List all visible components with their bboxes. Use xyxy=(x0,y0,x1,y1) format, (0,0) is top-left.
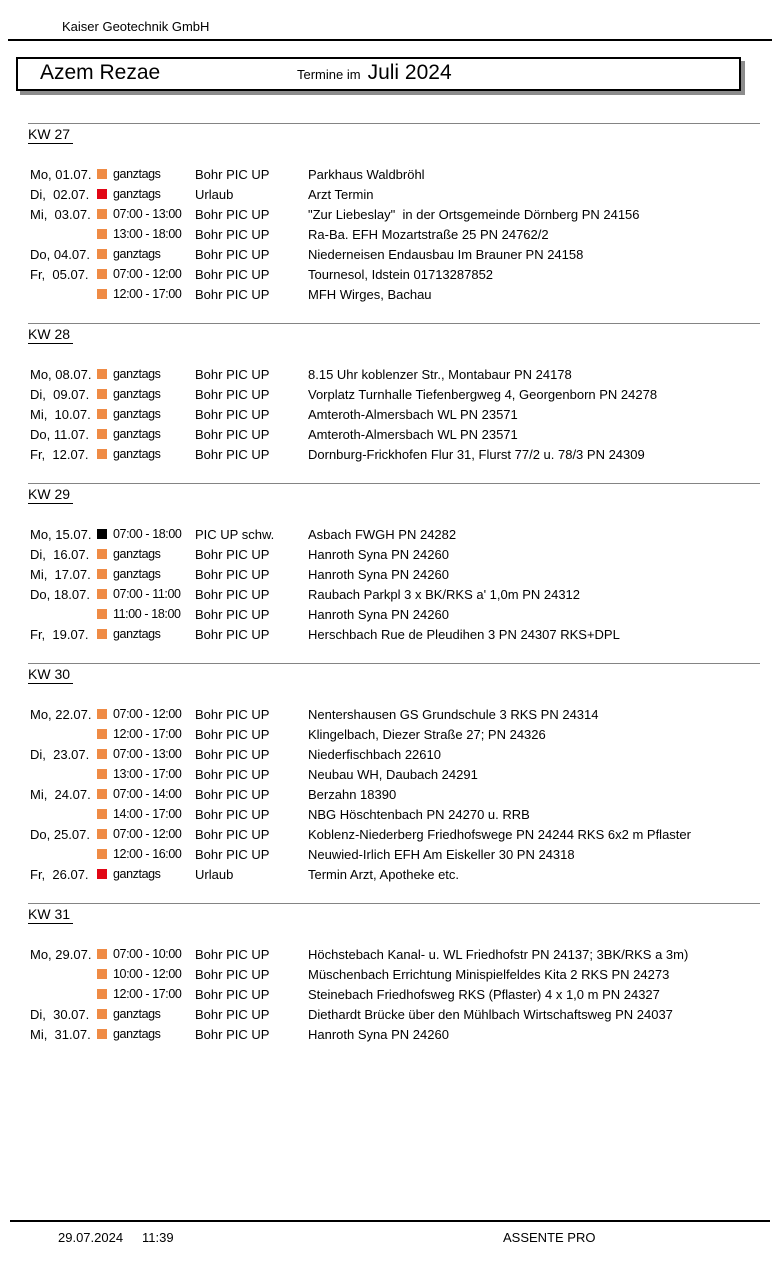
week-label: KW 30 xyxy=(28,666,73,684)
appointment-description: Klingelbach, Diezer Straße 27; PN 24326 xyxy=(308,726,546,742)
category-marker-red xyxy=(97,189,107,199)
time-range: ganztags xyxy=(113,187,161,201)
week-section xyxy=(0,123,780,304)
day-date: Fr, 26.07. xyxy=(30,866,89,882)
appointment-type: Bohr PIC UP xyxy=(195,626,270,642)
appointment-description: Parkhaus Waldbröhl xyxy=(308,166,425,182)
appointment-description: Hanroth Syna PN 24260 xyxy=(308,606,449,622)
day-date: Mi, 17.07. xyxy=(30,566,91,582)
category-marker-orange xyxy=(97,629,107,639)
appointment-row xyxy=(0,844,780,864)
time-range: 07:00 - 18:00 xyxy=(113,527,182,541)
category-marker-orange xyxy=(97,829,107,839)
appointment-row xyxy=(0,544,780,564)
appointment-description: NBG Höschtenbach PN 24270 u. RRB xyxy=(308,806,530,822)
category-marker-orange xyxy=(97,409,107,419)
day-date: Di, 16.07. xyxy=(30,546,90,562)
appointment-row xyxy=(0,284,780,304)
week-label: KW 31 xyxy=(28,906,73,924)
time-range: 12:00 - 16:00 xyxy=(113,847,182,861)
appointment-description: Niederneisen Endausbau Im Brauner PN 24158 xyxy=(308,246,584,262)
appointment-description: Amteroth-Almersbach WL PN 23571 xyxy=(308,426,518,442)
category-marker-orange xyxy=(97,969,107,979)
day-date: Do, 25.07. xyxy=(30,826,90,842)
day-date: Mo, 22.07. xyxy=(30,706,92,722)
week-label: KW 28 xyxy=(28,326,73,344)
appointment-row xyxy=(0,364,780,384)
time-range: 10:00 - 12:00 xyxy=(113,967,182,981)
week-divider xyxy=(28,663,760,664)
time-range: 07:00 - 11:00 xyxy=(113,587,181,601)
appointment-row xyxy=(0,564,780,584)
category-marker-orange xyxy=(97,429,107,439)
category-marker-orange xyxy=(97,809,107,819)
weeks-container xyxy=(0,123,780,1044)
time-range: ganztags xyxy=(113,567,161,581)
week-section xyxy=(0,903,780,1044)
day-date: Mo, 08.07. xyxy=(30,366,92,382)
appointment-row xyxy=(0,444,780,464)
appointment-description: Asbach FWGH PN 24282 xyxy=(308,526,457,542)
appointment-row xyxy=(0,784,780,804)
time-range: ganztags xyxy=(113,407,161,421)
appointment-row xyxy=(0,224,780,244)
appointment-row xyxy=(0,944,780,964)
day-date: Mi, 31.07. xyxy=(30,1026,91,1042)
print-time: 11:39 xyxy=(142,1230,174,1245)
report-title xyxy=(297,61,452,87)
appointment-type: Bohr PIC UP xyxy=(195,846,270,862)
appointment-type: Bohr PIC UP xyxy=(195,426,270,442)
person-name: Azem Rezae xyxy=(40,61,161,84)
appointment-description: Koblenz-Niederberg Friedhofswege PN 24244 RKS 6x2 m Pflaster xyxy=(308,826,691,842)
appointment-description: Hanroth Syna PN 24260 xyxy=(308,566,449,582)
appointment-description: Ra-Ba. EFH Mozartstraße 25 PN 24762/2 xyxy=(308,226,549,242)
appointment-type: Bohr PIC UP xyxy=(195,606,270,622)
day-date: Di, 02.07. xyxy=(30,186,90,202)
day-date: Di, 09.07. xyxy=(30,386,90,402)
day-date: Fr, 05.07. xyxy=(30,266,89,282)
appointment-type: Bohr PIC UP xyxy=(195,406,270,422)
category-marker-orange xyxy=(97,549,107,559)
category-marker-orange xyxy=(97,609,107,619)
appointment-type: Bohr PIC UP xyxy=(195,286,270,302)
appointment-type: Bohr PIC UP xyxy=(195,366,270,382)
time-range: 12:00 - 17:00 xyxy=(113,987,182,1001)
appointment-description: Diethardt Brücke über den Mühlbach Wirtschaftsweg PN 24037 xyxy=(308,1006,673,1022)
category-marker-orange xyxy=(97,229,107,239)
week-divider xyxy=(28,323,760,324)
time-range: ganztags xyxy=(113,387,161,401)
category-marker-orange xyxy=(97,269,107,279)
day-date: Mi, 24.07. xyxy=(30,786,91,802)
appointment-type: Bohr PIC UP xyxy=(195,1006,270,1022)
time-range: ganztags xyxy=(113,627,161,641)
appointment-type: Bohr PIC UP xyxy=(195,966,270,982)
appointment-row xyxy=(0,764,780,784)
appointment-type: Bohr PIC UP xyxy=(195,726,270,742)
appointment-type: Bohr PIC UP xyxy=(195,806,270,822)
category-marker-orange xyxy=(97,709,107,719)
appointment-row xyxy=(0,744,780,764)
title-prefix: Termine im xyxy=(297,67,361,82)
footer-divider xyxy=(10,1220,770,1222)
appointment-type: Bohr PIC UP xyxy=(195,226,270,242)
week-section xyxy=(0,483,780,644)
appointment-description: Herschbach Rue de Pleudihen 3 PN 24307 RKS+DPL xyxy=(308,626,620,642)
appointment-type: Bohr PIC UP xyxy=(195,206,270,222)
time-range: ganztags xyxy=(113,867,161,881)
appointment-description: Hanroth Syna PN 24260 xyxy=(308,546,449,562)
day-date: Do, 04.07. xyxy=(30,246,90,262)
company-name: Kaiser Geotechnik GmbH xyxy=(62,19,210,34)
appointment-type: Bohr PIC UP xyxy=(195,446,270,462)
time-range: 07:00 - 13:00 xyxy=(113,207,182,221)
time-range: 07:00 - 13:00 xyxy=(113,747,182,761)
day-date: Mo, 15.07. xyxy=(30,526,92,542)
appointment-row xyxy=(0,264,780,284)
day-date: Mo, 01.07. xyxy=(30,166,92,182)
appointment-description: Hanroth Syna PN 24260 xyxy=(308,1026,449,1042)
category-marker-orange xyxy=(97,749,107,759)
time-range: 12:00 - 17:00 xyxy=(113,727,182,741)
time-range: 11:00 - 18:00 xyxy=(113,607,181,621)
category-marker-orange xyxy=(97,289,107,299)
time-range: 13:00 - 18:00 xyxy=(113,227,182,241)
appointment-type: Bohr PIC UP xyxy=(195,1026,270,1042)
appointment-description: Steinebach Friedhofsweg RKS (Pflaster) 4 x 1,0 m PN 24327 xyxy=(308,986,660,1002)
appointment-row xyxy=(0,244,780,264)
appointment-type: Urlaub xyxy=(195,186,234,202)
appointment-row xyxy=(0,204,780,224)
appointment-row xyxy=(0,1024,780,1044)
appointment-description: Berzahn 18390 xyxy=(308,786,397,802)
appointment-description: "Zur Liebeslay" in der Ortsgemeinde Dörnberg PN 24156 xyxy=(308,206,640,222)
appointment-type: Bohr PIC UP xyxy=(195,706,270,722)
appointment-type: Bohr PIC UP xyxy=(195,786,270,802)
time-range: ganztags xyxy=(113,167,161,181)
appointment-row xyxy=(0,584,780,604)
time-range: ganztags xyxy=(113,427,161,441)
appointment-type: Bohr PIC UP xyxy=(195,766,270,782)
category-marker-black xyxy=(97,529,107,539)
appointment-description: Neuwied-Irlich EFH Am Eiskeller 30 PN 24318 xyxy=(308,846,575,862)
time-range: ganztags xyxy=(113,367,161,381)
category-marker-orange xyxy=(97,789,107,799)
appointment-type: Bohr PIC UP xyxy=(195,386,270,402)
appointment-type: Bohr PIC UP xyxy=(195,546,270,562)
appointment-row xyxy=(0,624,780,644)
appointment-row xyxy=(0,804,780,824)
appointment-description: Dornburg-Frickhofen Flur 31, Flurst 77/2 u. 78/3 PN 24309 xyxy=(308,446,645,462)
week-label: KW 27 xyxy=(28,126,73,144)
appointment-row xyxy=(0,704,780,724)
appointment-type: Bohr PIC UP xyxy=(195,946,270,962)
time-range: 07:00 - 14:00 xyxy=(113,787,182,801)
appointment-description: Neubau WH, Daubach 24291 xyxy=(308,766,478,782)
time-range: 14:00 - 17:00 xyxy=(113,807,182,821)
appointment-description: MFH Wirges, Bachau xyxy=(308,286,432,302)
week-divider xyxy=(28,483,760,484)
category-marker-orange xyxy=(97,1009,107,1019)
appointment-type: Bohr PIC UP xyxy=(195,826,270,842)
appointment-description: Nentershausen GS Grundschule 3 RKS PN 24314 xyxy=(308,706,599,722)
category-marker-orange xyxy=(97,249,107,259)
appointment-row xyxy=(0,824,780,844)
day-date: Di, 23.07. xyxy=(30,746,90,762)
appointment-row xyxy=(0,964,780,984)
print-date: 29.07.2024 xyxy=(58,1230,124,1245)
day-date: Mo, 29.07. xyxy=(30,946,92,962)
category-marker-orange xyxy=(97,169,107,179)
appointment-type: Bohr PIC UP xyxy=(195,986,270,1002)
category-marker-red xyxy=(97,869,107,879)
time-range: 07:00 - 12:00 xyxy=(113,267,182,281)
day-date: Fr, 19.07. xyxy=(30,626,89,642)
day-date: Fr, 12.07. xyxy=(30,446,89,462)
title-box xyxy=(16,57,741,91)
header-divider xyxy=(8,39,772,41)
appointment-type: Bohr PIC UP xyxy=(195,166,270,182)
appointment-row xyxy=(0,524,780,544)
appointment-row xyxy=(0,404,780,424)
category-marker-orange xyxy=(97,949,107,959)
appointment-row xyxy=(0,424,780,444)
appointment-description: Höchstebach Kanal- u. WL Friedhofstr PN 24137; 3BK/RKS a 3m) xyxy=(308,946,689,962)
appointment-row xyxy=(0,604,780,624)
category-marker-orange xyxy=(97,769,107,779)
appointment-row xyxy=(0,984,780,1004)
time-range: ganztags xyxy=(113,547,161,561)
appointment-description: 8.15 Uhr koblenzer Str., Montabaur PN 24178 xyxy=(308,366,572,382)
appointment-type: Urlaub xyxy=(195,866,234,882)
appointment-description: Termin Arzt, Apotheke etc. xyxy=(308,866,460,882)
appointment-type: Bohr PIC UP xyxy=(195,586,270,602)
appointment-type: PIC UP schw. xyxy=(195,526,275,542)
week-divider xyxy=(28,903,760,904)
week-section xyxy=(0,323,780,464)
time-range: ganztags xyxy=(113,1007,161,1021)
category-marker-orange xyxy=(97,729,107,739)
day-date: Do, 11.07. xyxy=(30,426,90,442)
appointment-row xyxy=(0,164,780,184)
week-divider xyxy=(28,123,760,124)
appointment-description: Vorplatz Turnhalle Tiefenbergweg 4, Georgenborn PN 24278 xyxy=(308,386,658,402)
category-marker-orange xyxy=(97,589,107,599)
time-range: ganztags xyxy=(113,447,161,461)
appointment-description: Niederfischbach 22610 xyxy=(308,746,441,762)
category-marker-orange xyxy=(97,369,107,379)
appointment-description: Amteroth-Almersbach WL PN 23571 xyxy=(308,406,518,422)
appointment-type: Bohr PIC UP xyxy=(195,746,270,762)
appointment-row xyxy=(0,1004,780,1024)
time-range: 12:00 - 17:00 xyxy=(113,287,182,301)
category-marker-orange xyxy=(97,209,107,219)
time-range: ganztags xyxy=(113,247,161,261)
category-marker-orange xyxy=(97,1029,107,1039)
time-range: ganztags xyxy=(113,1027,161,1041)
appointment-description: Raubach Parkpl 3 x BK/RKS a' 1,0m PN 24312 xyxy=(308,586,581,602)
appointment-row xyxy=(0,724,780,744)
appointment-description: Tournesol, Idstein 01713287852 xyxy=(308,266,494,282)
time-range: 07:00 - 12:00 xyxy=(113,707,182,721)
time-range: 13:00 - 17:00 xyxy=(113,767,182,781)
appointment-type: Bohr PIC UP xyxy=(195,266,270,282)
day-date: Do, 18.07. xyxy=(30,586,90,602)
time-range: 07:00 - 10:00 xyxy=(113,947,182,961)
appointment-type: Bohr PIC UP xyxy=(195,246,270,262)
time-range: 07:00 - 12:00 xyxy=(113,827,182,841)
category-marker-orange xyxy=(97,849,107,859)
appointment-description: Arzt Termin xyxy=(308,186,374,202)
week-label: KW 29 xyxy=(28,486,73,504)
category-marker-orange xyxy=(97,449,107,459)
appointment-type: Bohr PIC UP xyxy=(195,566,270,582)
title-month: Juli 2024 xyxy=(367,61,452,84)
footer xyxy=(0,1220,780,1263)
app-name: ASSENTE PRO xyxy=(503,1230,596,1245)
category-marker-orange xyxy=(97,569,107,579)
week-section xyxy=(0,663,780,884)
day-date: Di, 30.07. xyxy=(30,1006,90,1022)
category-marker-orange xyxy=(97,389,107,399)
day-date: Mi, 03.07. xyxy=(30,206,91,222)
category-marker-orange xyxy=(97,989,107,999)
appointment-row xyxy=(0,184,780,204)
appointment-row xyxy=(0,384,780,404)
appointment-row xyxy=(0,864,780,884)
day-date: Mi, 10.07. xyxy=(30,406,91,422)
appointment-description: Müschenbach Errichtung Minispielfeldes Kita 2 RKS PN 24273 xyxy=(308,966,670,982)
